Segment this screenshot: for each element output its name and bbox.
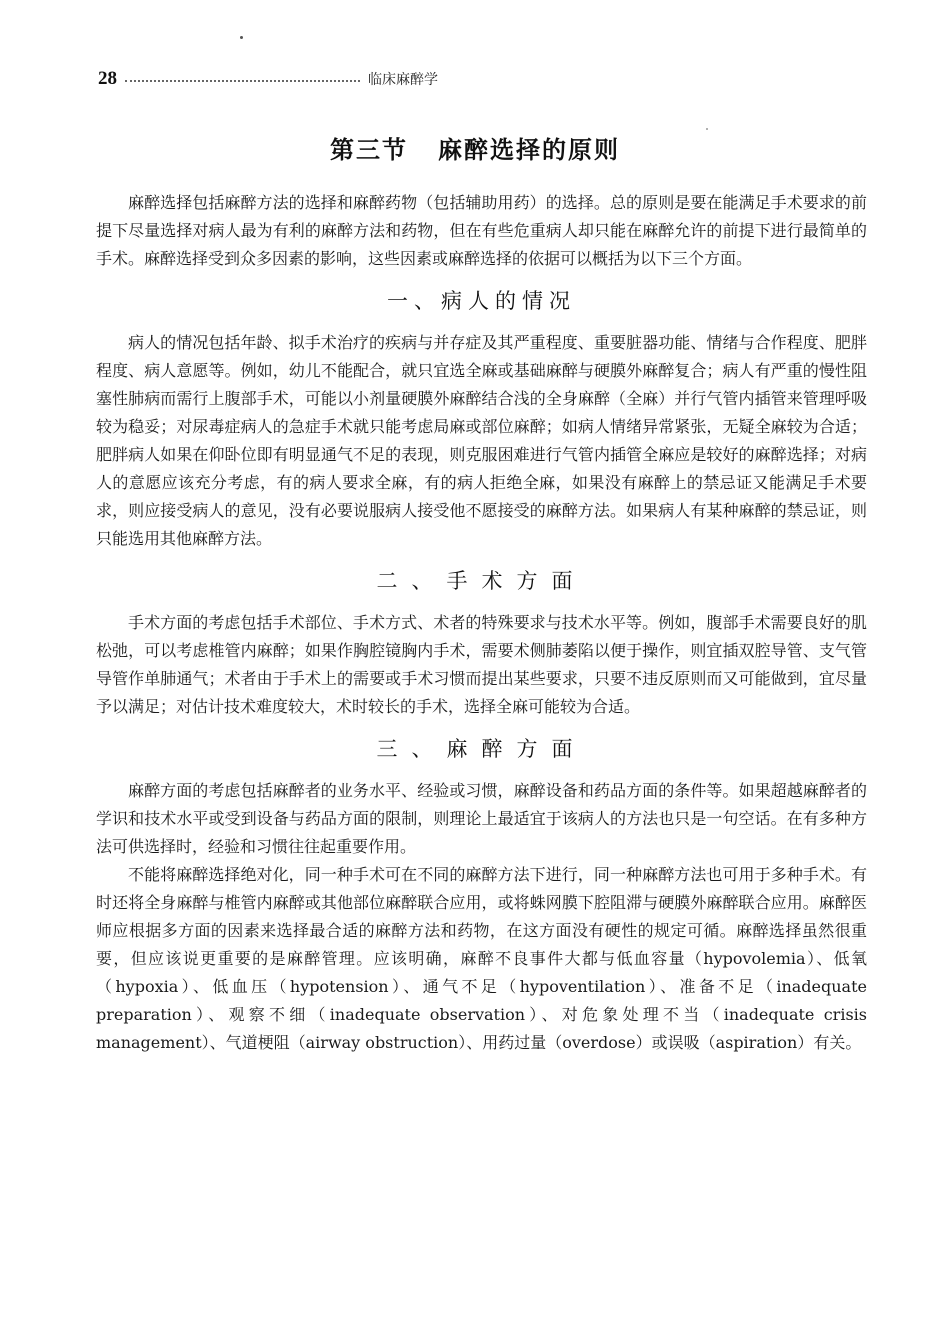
paragraph-patient: 病人的情况包括年龄、拟手术治疗的疾病与并存症及其严重程度、重要脏器功能、情绪与合作程度、肥胖程度、病人意愿等。例如，幼儿不能配合，就只宜选全麻或基础麻醉与硬膜外麻醉复合；病人有严重的慢性阻塞性肺病而需行上腹部手术，可能以小剂量硬膜外麻醉结合浅的全身麻醉（全麻）并行气管内插管来管理呼吸较为稳妥；对尿毒症病人的急症手术就只能考虑局麻或部位麻醉；如病人情绪异常紧张，无疑全麻较为合适；肥胖病人如果在仰卧位即有明显通气不足的表现，则克服困难进行气管内插管全麻应是较好的麻醉选择；对病人的意愿应该充分考虑，有的病人要求全麻，有的病人拒绝全麻，如果没有麻醉上的禁忌证又能满足手术要求，则应接受病人的意见，没有必要说服病人接受他不愿接受的麻醉方法。如果病人有某种麻醉的禁忌证，则只能选用其他麻醉方法。: [96, 333, 867, 548]
subsection-heading-anesthesia: 三、麻醉方面: [376, 737, 587, 761]
book-title: 临床麻醉学: [368, 72, 438, 88]
header-dot-leader: [125, 80, 360, 82]
paragraph-anesthesia: 麻醉方面的考虑包括麻醉者的业务水平、经验或习惯，麻醉设备和药品方面的条件等。如果超越麻醉者的学识和技术水平或受到设备与药品方面的限制，则理论上最适宜于该病人的方法也只是一句空话。在有多种方法可供选择时，经验和习惯往往起重要作用。: [96, 781, 867, 856]
page-number: 28: [98, 68, 117, 89]
section-number: 第三节: [330, 136, 408, 164]
subsection-heading-patient: 一、病人的情况: [387, 289, 576, 313]
paragraph-surgery: 手术方面的考虑包括手术部位、手术方式、术者的特殊要求与技术水平等。例如，腹部手术需要良好的肌松弛，可以考虑椎管内麻醉；如果作胸腔镜胸内手术，需要术侧肺萎陷以便于操作，则宜插双腔导管、支气管导管作单肺通气；术者由于手术上的需要或手术习惯而提出某些要求，只要不违反原则而又可能做到，宜尽量予以满足；对估计技术难度较大，术时较长的手术，选择全麻可能较为合适。: [96, 613, 867, 716]
running-header: [98, 64, 438, 94]
intro-paragraph: 麻醉选择包括麻醉方法的选择和麻醉药物（包括辅助用药）的选择。总的原则是要在能满足手术要求的前提下尽量选择对病人最为有利的麻醉方法和药物，但在有些危重病人却只能在麻醉允许的前提下进行最简单的手术。麻醉选择受到众多因素的影响，这些因素或麻醉选择的依据可以概括为以下三个方面。: [96, 193, 867, 268]
page-body: [96, 189, 867, 1057]
subsection-heading-surgery: 二、手术方面: [376, 569, 587, 593]
scan-speck: [240, 36, 243, 39]
section-title: [0, 130, 950, 165]
paragraph-anesthesia-management: 不能将麻醉选择绝对化，同一种手术可在不同的麻醉方法下进行，同一种麻醉方法也可用于多种手术。有时还将全身麻醉与椎管内麻醉或其他部位麻醉联合应用，或将蛛网膜下腔阻滞与硬膜外麻醉联合应用。麻醉医师应根据多方面的因素来选择最合适的麻醉方法和药物，在这方面没有硬性的规定可循。麻醉选择虽然很重要，但应该说更重要的是麻醉管理。应该明确，麻醉不良事件大都与低血容量（hypovolemia）、低氧（hypoxia）、低血压（hypotension）、通气不足（hypoventilation）、准备不足（inadequate preparation）、观察不细（inadequate observation）、对危象处理不当（inadequate crisis management）、气道梗阻（airway obstruction）、用药过量（overdose）或误吸（aspiration）有关。: [96, 865, 867, 1052]
section-heading: 麻醉选择的原则: [438, 136, 620, 164]
